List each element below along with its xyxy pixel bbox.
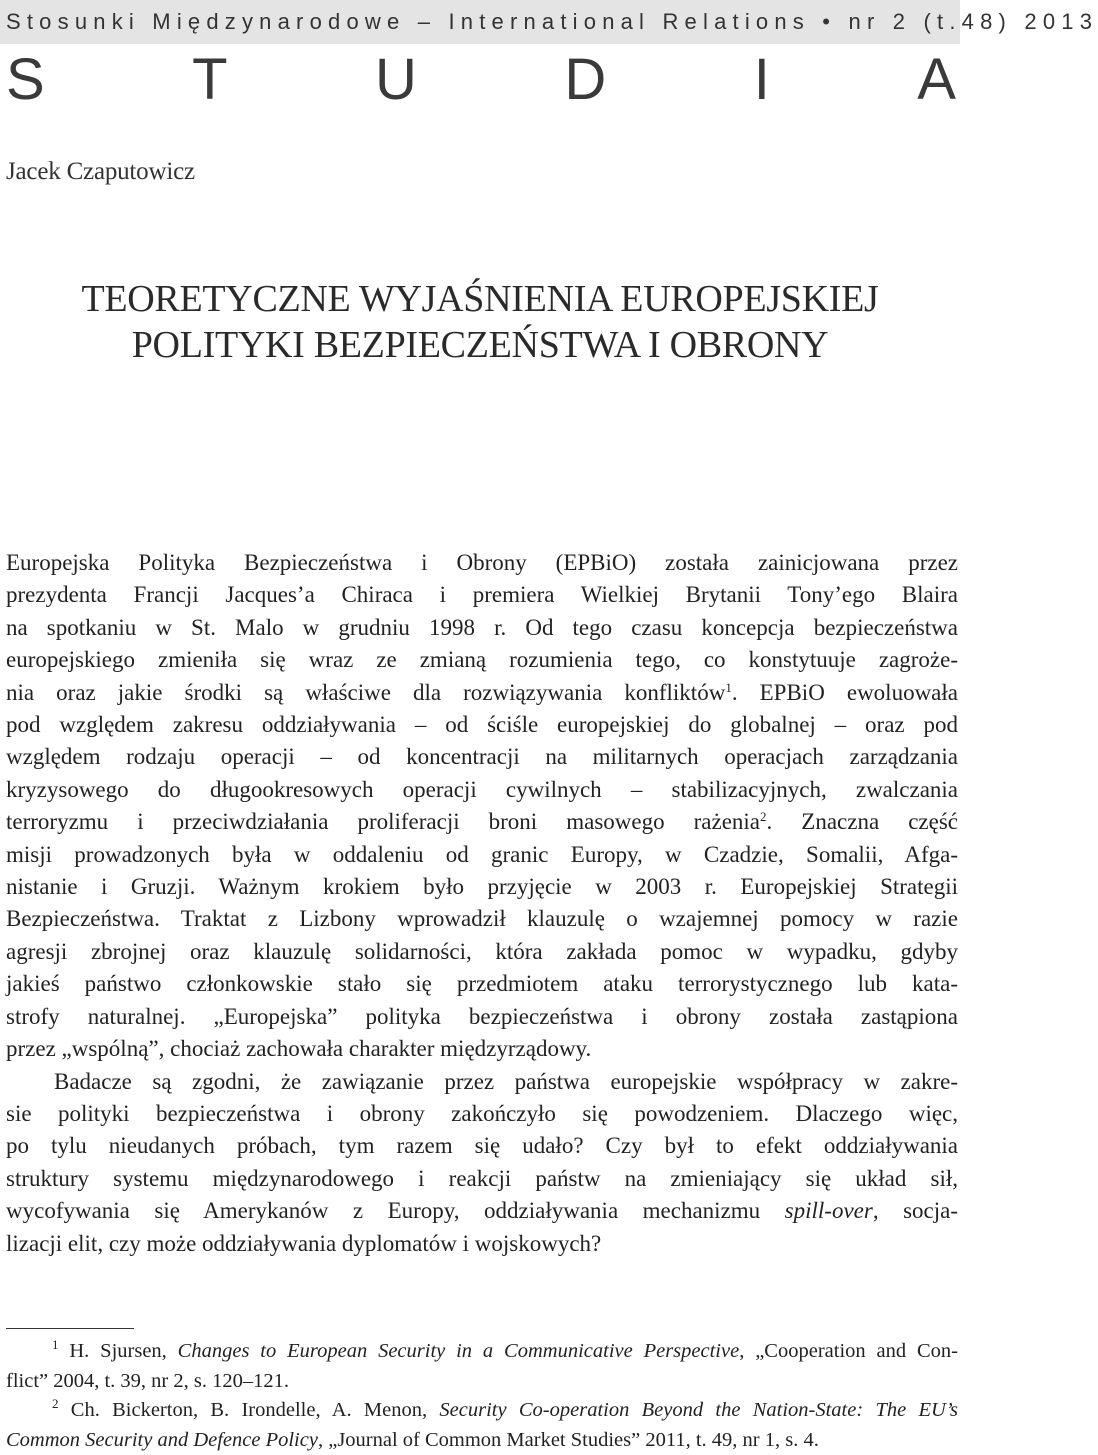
footnote-number: 1 — [52, 1337, 59, 1352]
body-line: lizacji elit, czy może oddziaływania dyplomatów i wojskowych? — [6, 1228, 958, 1260]
footnote-text: H. Sjursen, — [59, 1340, 178, 1362]
footnote-ref[interactable]: 1 — [725, 680, 732, 695]
body-line: Badacze są zgodni, że zawiązanie przez państwa europejskie współpracy w zakre- — [6, 1066, 958, 1098]
body-line: sie polityki bezpieczeństwa i obrony zakończyło się powodzeniem. Dlaczego więc, — [6, 1098, 958, 1130]
footnote-line — [6, 1426, 958, 1455]
footnote-number: 2 — [52, 1396, 59, 1411]
section-letter: S — [6, 50, 45, 110]
body-line: europejskiego zmieniła się wraz ze zmianą rozumienia tego, co konstytuuje zagroże- — [6, 644, 958, 676]
body-line: pod względem zakresu oddziaływania – od ściśle europejskiej do globalnej – oraz pod — [6, 709, 958, 741]
article-title — [0, 276, 960, 368]
body-line — [6, 677, 958, 709]
body-line: nistanie i Gruzji. Ważnym krokiem było przyjęcie w 2003 r. Europejskiej Strategii — [6, 871, 958, 903]
article-title-line: POLITYKI BEZPIECZEŃSTWA I OBRONY — [0, 322, 960, 368]
body-line — [6, 806, 958, 838]
body-text-segment: wycofywania się Amerykanów z Europy, oddziaływania mechanizmu — [6, 1198, 785, 1223]
footnote-title: Common Security and Defence Policy — [6, 1429, 318, 1451]
footnotes — [6, 1337, 958, 1455]
body-line: Bezpieczeństwa. Traktat z Lizbony wprowadził klauzulę o wzajemnej pomocy w razie — [6, 903, 958, 935]
section-letter: T — [192, 50, 227, 110]
footnote-text: , „Journal of Common Market Studies” 2011, t. 49, nr 1, s. 4. — [318, 1429, 819, 1451]
body-text-segment: nia oraz jakie środki są właściwe dla rozwiązywania konfliktów — [6, 680, 725, 705]
footnote-text: Ch. Bickerton, B. Irondelle, A. Menon, — [59, 1399, 440, 1421]
footnote-ref[interactable]: 2 — [760, 809, 767, 824]
section-letter: U — [375, 50, 417, 110]
footnote-title: Changes to European Security in a Communicative Perspective — [178, 1340, 740, 1362]
body-line: agresji zbrojnej oraz klauzulę solidarności, która zakłada pomoc w wypadku, gdyby — [6, 936, 958, 968]
body-line: prezydenta Francji Jacques’a Chiraca i premiera Wielkiej Brytanii Tony’ego Blaira — [6, 579, 958, 611]
body-line: względem rodzaju operacji – od koncentracji na militarnych operacjach zarządzania — [6, 741, 958, 773]
body-line: przez „wspólną”, chociaż zachowała charakter międzyrządowy. — [6, 1033, 958, 1065]
section-letter: D — [564, 50, 606, 110]
article-author: Jacek Czaputowicz — [6, 158, 195, 186]
body-line: struktury systemu międzynarodowego i reakcji państw na zmieniający się układ sił, — [6, 1163, 958, 1195]
footnote-line — [6, 1337, 958, 1367]
body-line: na spotkaniu w St. Malo w grudniu 1998 r. Od tego czasu koncepcja bezpieczeństwa — [6, 612, 958, 644]
body-line: Europejska Polityka Bezpieczeństwa i Obrony (EPBiO) została zainicjowana przez — [6, 547, 958, 579]
footnote-separator — [6, 1328, 134, 1329]
footnote-line — [6, 1396, 958, 1426]
body-line — [6, 1195, 958, 1227]
section-heading-studia — [6, 50, 956, 110]
body-line: strofy naturalnej. „Europejska” polityka bezpieczeństwa i obrony została zastąpiona — [6, 1001, 958, 1033]
journal-running-head: Stosunki Międzynarodowe – International Relations • nr 2 (t.48) 2013 — [6, 9, 956, 35]
body-text-segment: . EPBiO ewoluowała — [732, 680, 958, 705]
body-line: po tylu nieudanych próbach, tym razem się udało? Czy był to efekt oddziaływania — [6, 1130, 958, 1162]
footnote-text: , „Cooperation and Con- — [739, 1340, 958, 1362]
body-line: kryzysowego do długookresowych operacji cywilnych – stabilizacyjnych, zwalczania — [6, 774, 958, 806]
section-letter: I — [754, 50, 770, 110]
body-line: jakieś państwo członkowskie stało się przedmiotem ataku terrorystycznego lub kata- — [6, 968, 958, 1000]
footnote-title: Security Co-operation Beyond the Nation-State: The EU’s — [439, 1399, 958, 1421]
article-body — [6, 547, 958, 1260]
footnote-line: flict” 2004, t. 39, nr 2, s. 120–121. — [6, 1367, 958, 1397]
body-text-segment: terroryzmu i przeciwdziałania proliferacji broni masowego rażenia — [6, 809, 760, 834]
body-text-segment: , socja- — [873, 1198, 958, 1223]
section-letter: A — [917, 50, 956, 110]
body-line: misji prowadzonych była w oddaleniu od granic Europy, w Czadzie, Somalii, Afga- — [6, 839, 958, 871]
body-italic-term: spill-over — [785, 1198, 873, 1223]
article-title-line: TEORETYCZNE WYJAŚNIENIA EUROPEJSKIEJ — [0, 276, 960, 322]
body-text-segment: . Znaczna część — [767, 809, 958, 834]
